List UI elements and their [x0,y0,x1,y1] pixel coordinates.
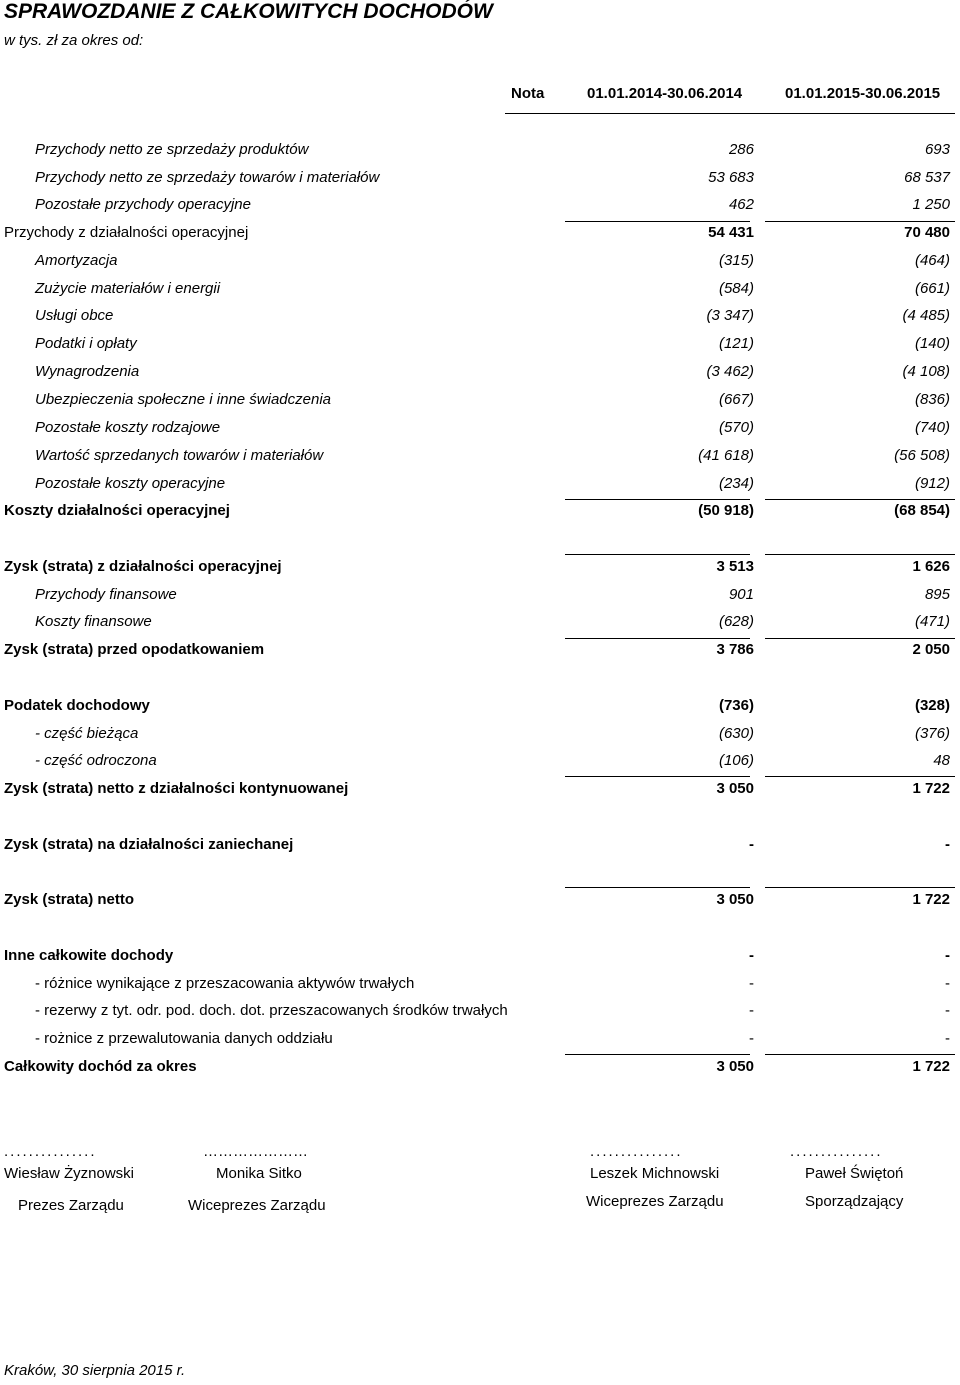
report-subtitle: w tys. zł za okres od: [4,32,144,49]
table-row [0,612,960,632]
value-2015: (471) [914,613,950,630]
value-2015: (740) [914,419,950,436]
row-label: Zysk (strata) z działalności operacyjnej [4,558,282,575]
value-2015: 48 [933,752,950,769]
value-2014: 3 513 [716,558,754,575]
value-2015: (140) [914,335,950,352]
value-2015: 2 050 [912,641,950,658]
total-line [765,1054,955,1055]
row-label: Przychody z działalności operacyjnej [4,224,249,241]
value-2015: (912) [914,475,950,492]
value-2014: (50 918) [698,502,754,519]
row-label: Zysk (strata) przed opodatkowaniem [4,641,265,658]
value-2014: (667) [718,391,754,408]
value-2014: - [749,1030,754,1047]
row-label: - rożnice z przewalutowania danych oddziału [35,1030,333,1047]
value-2014: (628) [718,613,754,630]
value-2015: 68 537 [904,169,950,186]
row-label: Zysk (strata) na działalności zaniechanej [4,836,294,853]
row-label: Przychody finansowe [35,586,177,603]
report-title: SPRAWOZDANIE Z CAŁKOWITYCH DOCHODÓW [4,0,493,23]
table-row [0,974,960,994]
value-2015: (661) [914,280,950,297]
value-2014: 286 [728,141,754,158]
value-2015: 693 [924,141,950,158]
row-label: Całkowity dochód za okres [4,1058,197,1075]
signature-dots: ............... [4,1143,97,1160]
value-2014: - [749,947,754,964]
table-row [0,1029,960,1049]
value-2015: 1 626 [912,558,950,575]
row-label: Koszty działalności operacyjnej [4,502,230,519]
row-label: - część bieżąca [35,725,139,742]
table-row [0,168,960,188]
value-2014: (736) [718,697,754,714]
value-2014: (234) [718,475,754,492]
table-row [0,140,960,160]
value-2014: (41 618) [698,447,754,464]
row-label: Koszty finansowe [35,613,152,630]
value-2015: (4 108) [902,363,950,380]
total-line [565,554,750,555]
value-2014: (630) [718,725,754,742]
table-row [0,279,960,299]
total-line [765,554,955,555]
row-label: Zysk (strata) netto [4,891,135,908]
row-label: Przychody netto ze sprzedaży produktów [35,141,309,158]
table-row [0,390,960,410]
signature-role: Sporządzający [805,1193,904,1210]
value-2014: (3 462) [706,363,754,380]
value-2014: 3 050 [716,891,754,908]
total-line [565,221,750,222]
row-label: Podatki i opłaty [35,335,137,352]
value-2014: 54 431 [708,224,754,241]
column-header-period-2015: 01.01.2015-30.06.2015 [785,85,941,102]
row-label: Ubezpieczenia społeczne i inne świadczenia [35,391,332,408]
total-line [765,221,955,222]
value-2015: - [945,1030,950,1047]
row-label: Zysk (strata) netto z działalności kontynuowanej [4,780,349,797]
total-line [765,638,955,639]
value-2015: (376) [914,725,950,742]
signature-dots: ………………… [203,1143,308,1160]
table-row [0,474,960,494]
total-line [565,638,750,639]
value-2014: (584) [718,280,754,297]
value-2015: - [945,1002,950,1019]
table-row [0,751,960,771]
value-2015: (56 508) [894,447,950,464]
value-2014: (121) [718,335,754,352]
value-2014: 3 050 [716,1058,754,1075]
row-label: - różnice wynikające z przeszacowania aktywów trwałych [35,975,415,992]
total-line [565,499,750,500]
table-row-subtotal [0,557,960,577]
row-label: Pozostałe koszty operacyjne [35,475,226,492]
value-2015: 1 722 [912,780,950,797]
value-2014: (570) [718,419,754,436]
value-2015: - [945,947,950,964]
signature-role: Wiceprezes Zarządu [188,1197,326,1214]
value-2015: 70 480 [904,224,950,241]
total-line [565,887,750,888]
value-2015: 1 250 [912,196,950,213]
row-label: Pozostałe przychody operacyjne [35,196,251,213]
table-row [0,418,960,438]
row-label: Inne całkowite dochody [4,947,174,964]
value-2015: (68 854) [894,502,950,519]
table-row-subtotal [0,779,960,799]
table-row-subtotal [0,501,960,521]
signature-name: Monika Sitko [216,1165,302,1182]
value-2014: 901 [728,586,754,603]
value-2015: - [945,836,950,853]
value-2014: 3 786 [716,641,754,658]
table-row-subtotal [0,835,960,855]
header-underline [505,113,955,114]
row-label: Podatek dochodowy [4,697,150,714]
row-label: - rezerwy z tyt. odr. pod. doch. dot. przeszacowanych środków trwałych [35,1002,508,1019]
row-label: Zużycie materiałów i energii [35,280,221,297]
total-line [565,776,750,777]
value-2014: (106) [718,752,754,769]
column-header-period-2014: 01.01.2014-30.06.2014 [587,85,743,102]
value-2014: - [749,975,754,992]
table-row [0,251,960,271]
value-2015: - [945,975,950,992]
signature-name: Wiesław Żyznowski [4,1165,135,1182]
value-2014: - [749,836,754,853]
column-header-nota: Nota [511,85,545,102]
signature-role: Wiceprezes Zarządu [586,1193,724,1210]
signature-dots: ............... [590,1143,683,1160]
table-row [0,334,960,354]
table-row [0,446,960,466]
table-row [0,362,960,382]
value-2014: - [749,1002,754,1019]
value-2014: (315) [718,252,754,269]
row-label: - część odroczona [35,752,157,769]
signature-dots: ............... [790,1143,883,1160]
table-row [0,195,960,215]
signature-role: Prezes Zarządu [18,1197,124,1214]
table-row-subtotal [0,946,960,966]
row-label: Przychody netto ze sprzedaży towarów i materiałów [35,169,380,186]
value-2015: 1 722 [912,891,950,908]
value-2015: (464) [914,252,950,269]
row-label: Amortyzacja [35,252,118,269]
table-row-subtotal [0,223,960,243]
row-label: Wartość sprzedanych towarów i materiałów [35,447,324,464]
value-2014: 3 050 [716,780,754,797]
row-label: Pozostałe koszty rodzajowe [35,419,221,436]
value-2015: (836) [914,391,950,408]
place-date: Kraków, 30 sierpnia 2015 r. [4,1362,186,1379]
table-row-subtotal [0,1057,960,1077]
table-row [0,724,960,744]
table-row [0,585,960,605]
total-line [765,887,955,888]
total-line [765,499,955,500]
table-row-subtotal [0,890,960,910]
row-label: Usługi obce [35,307,114,324]
table-row-subtotal [0,696,960,716]
row-label: Wynagrodzenia [35,363,140,380]
value-2015: (4 485) [902,307,950,324]
value-2015: (328) [914,697,950,714]
signature-name: Paweł Świętoń [805,1165,904,1182]
table-row-subtotal [0,640,960,660]
value-2014: (3 347) [706,307,754,324]
value-2014: 53 683 [708,169,754,186]
signature-name: Leszek Michnowski [590,1165,720,1182]
value-2015: 895 [924,586,950,603]
table-row [0,1001,960,1021]
total-line [565,1054,750,1055]
value-2015: 1 722 [912,1058,950,1075]
table-row [0,306,960,326]
value-2014: 462 [728,196,754,213]
total-line [765,776,955,777]
